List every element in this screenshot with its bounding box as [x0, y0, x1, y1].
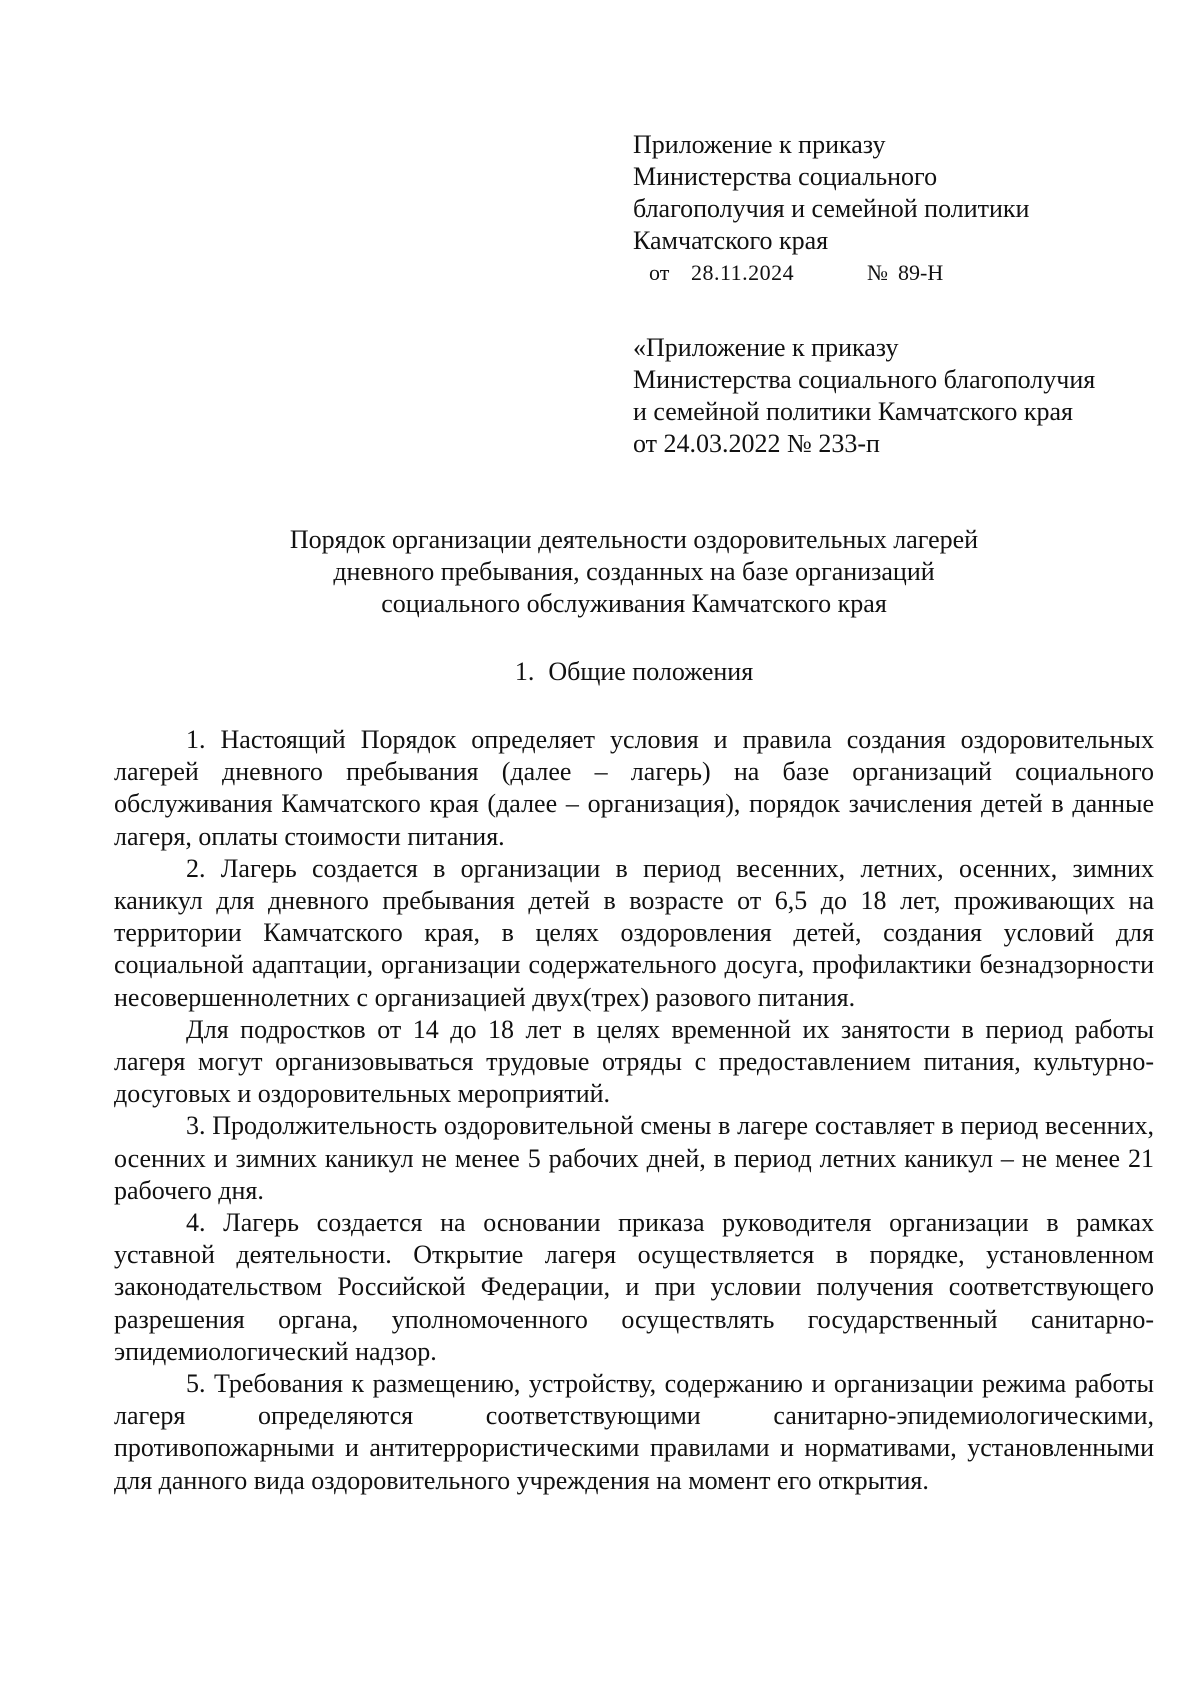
amend-line-4: от 24.03.2022 № 233-п — [633, 429, 880, 458]
paragraph-5: 5. Требования к размещению, устройству, содержанию и организации режима работы лагеря определяются соответствующими санитарно-эпидемиологическими, противопожарными и антитеррористическими правилами и нормативами, установленными для данного вида оздоровительного учреждения на момент его открытия. — [114, 1369, 1154, 1495]
title-line-2: дневного пребывания, созданных на базе организаций — [333, 557, 935, 586]
section-title: Общие положения — [548, 657, 754, 686]
section-heading — [114, 656, 1154, 688]
approval-line-2: Министерства социального — [633, 162, 938, 191]
amend-line-1: «Приложение к приказу — [633, 333, 899, 362]
paragraph-1: 1. Настоящий Порядок определяет условия и правила создания оздоровительных лагерей дневного пребывания (далее – лагерь) на базе организаций социального обслуживания Камчатского края (далее – организация), порядок зачисления детей в данные лагеря, оплаты стоимости питания. — [114, 725, 1154, 851]
order-date: 28.11.2024 — [691, 260, 795, 285]
approval-line-4: Камчатского края — [633, 226, 829, 255]
section-number: 1. — [514, 657, 535, 686]
order-number: 89-Н — [898, 260, 944, 285]
order-reference — [649, 257, 1029, 289]
paragraph-3: 3. Продолжительность оздоровительной смены в лагере составляет в период весенних, осенних и зимних каникул не менее 5 рабочих дней, в период летних каникул – не менее 21 рабочего дня. — [114, 1111, 1154, 1205]
amended-appendix-block — [633, 332, 1095, 460]
paragraph-4: 4. Лагерь создается на основании приказа руководителя организации в рамках уставной деятельности. Открытие лагеря осуществляется в порядке, установленном законодательством Российской Федерации, и при условии получения соответствующего разрешения органа, уполномоченного осуществлять государственный санитарно-эпидемиологический надзор. — [114, 1208, 1154, 1366]
approval-line-3: благополучия и семейной политики — [633, 194, 1030, 223]
title-line-1: Порядок организации деятельности оздоровительных лагерей — [289, 525, 979, 554]
amend-line-2: Министерства социального благополучия — [633, 365, 1096, 394]
approval-block — [633, 129, 1029, 289]
paragraph-2: 2. Лагерь создается в организации в период весенних, летних, осенних, зимних каникул для дневного пребывания детей в возрасте от 6,5 до 18 лет, проживающих на территории Камчатского края, в целях оздоровления детей, создания условий для социальной адаптации, организации содержательного досуга, профилактики безнадзорности несовершеннолетних с организацией двух(трех) разового питания. — [114, 853, 1154, 1012]
order-prefix: от — [649, 260, 670, 285]
title-line-3: социального обслуживания Камчатского края — [381, 589, 887, 618]
paragraph-2-continued: Для подростков от 14 до 18 лет в целях временной их занятости в период работы лагеря могут организовываться трудовые отряды с предоставлением питания, культурно-досуговых и оздоровительных мероприятий. — [114, 1014, 1154, 1109]
order-number-sign: № — [867, 260, 888, 285]
approval-line-1: Приложение к приказу — [633, 130, 886, 159]
document-title — [114, 524, 1154, 620]
document-body — [114, 724, 1154, 1497]
amend-line-3: и семейной политики Камчатского края — [633, 397, 1073, 426]
